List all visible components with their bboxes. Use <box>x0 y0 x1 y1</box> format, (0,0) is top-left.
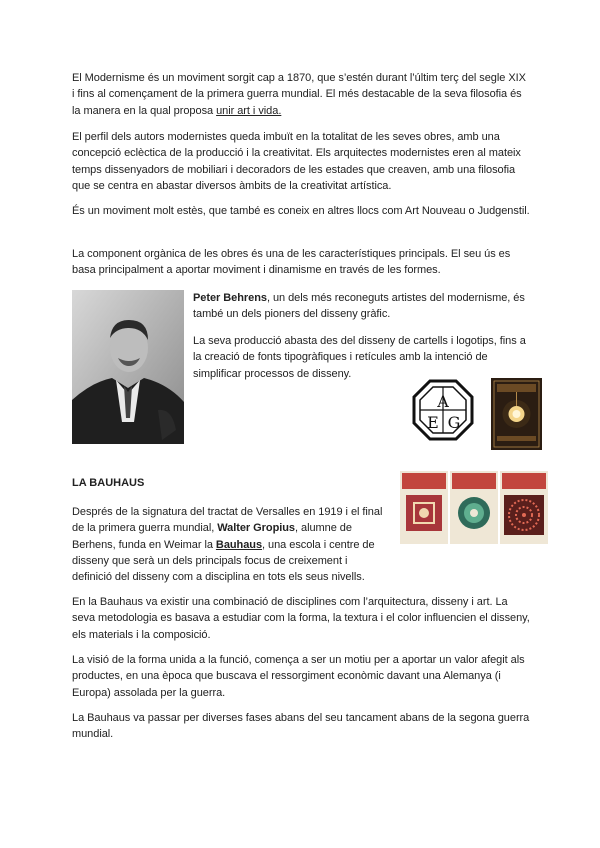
aeg-letter-a: A <box>437 392 449 411</box>
behrens-production-paragraph: La seva producció abasta des del disseny de cartells i logotips, fins a la creació de fonts tipogràfiques i retícules amb la intenció de simplificar processos de disseny. <box>193 335 526 380</box>
profile-paragraph: El perfil dels autors modernistes queda imbuït en la totalitat de les seves obres, amb una concepció eclèctica de la producció i la creativitat. Els arquitectes modernistes eren al mateix temps dissenyadors de mobiliari i decoradors de les estades que creaven, amb una filosofia que se centra en abastar diversos àmbits de la creativitat artística. <box>72 131 521 192</box>
behrens-paragraph: Peter Behrens, un dels més reconeguts artistes del modernisme, és també un dels pioners del disseny gràfic. <box>193 292 525 321</box>
behrens-portrait <box>72 290 184 444</box>
behrens-name: Peter Behrens <box>193 292 267 304</box>
spread-paragraph: És un moviment molt estès, que també es coneix en altres llocs com Art Nouveau o Judgenstil. <box>72 205 530 217</box>
bauhaus-term: Bauhaus <box>215 538 263 551</box>
aeg-letter-e: E <box>427 413 439 432</box>
aeg-lamp-poster <box>491 378 542 450</box>
bauhaus-intro-paragraph: Després de la signatura del tractat de Versalles en 1919 i el final de la primera guerra mundial, Walter Gropius, alumne de Berhens, funda en Weimar la Bauhaus, una escola i centre de disseny que serà un dels principals focus de creixement i definició del disseny com a disciplina en tots els seus nivells. <box>72 506 383 584</box>
gropius-name: Walter Gropius <box>217 522 295 535</box>
underlined-phrase: unir art i vida. <box>216 104 282 117</box>
bauhaus-form-paragraph: La visió de la forma unida a la funció, comença a ser un motiu per a aportar un valor afegit als productes, en una època que buscava el ressorgiment econòmic davant una Alemanya (i Europa) assolada per la guerra. <box>72 654 525 699</box>
bauhaus-disciplines-paragraph: En la Bauhaus va existir una combinació de disciplines com l’arquitectura, disseny i art. La seva metodologia es basava a estudiar com la forma, la textura i el color influencien el disseny, els materials i la composició. <box>72 596 530 641</box>
bauhaus-heading: LA BAUHAUS <box>72 477 145 489</box>
intro-paragraph: El Modernisme és un moviment sorgit cap a 1870, que s’estén durant l’últim terç del segle XIX i fins al començament de la primera guerra mundial. El més destacable de la seva filosofia és la manera en la qual proposa unir art i vida. <box>72 72 526 117</box>
organic-paragraph: La component orgànica de les obres és una de les característiques principals. El seu ús es basa principalment a aportar moviment i dinamisme en través de les formes. <box>72 248 511 277</box>
aeg-letter-g: G <box>447 413 461 432</box>
bauhaus-phases-paragraph: La Bauhaus va passar per diverses fases abans del seu tancament abans de la segona guerra mundial. <box>72 712 530 741</box>
aeg-logo <box>411 378 475 442</box>
aeg-posters-triptych <box>400 471 548 544</box>
